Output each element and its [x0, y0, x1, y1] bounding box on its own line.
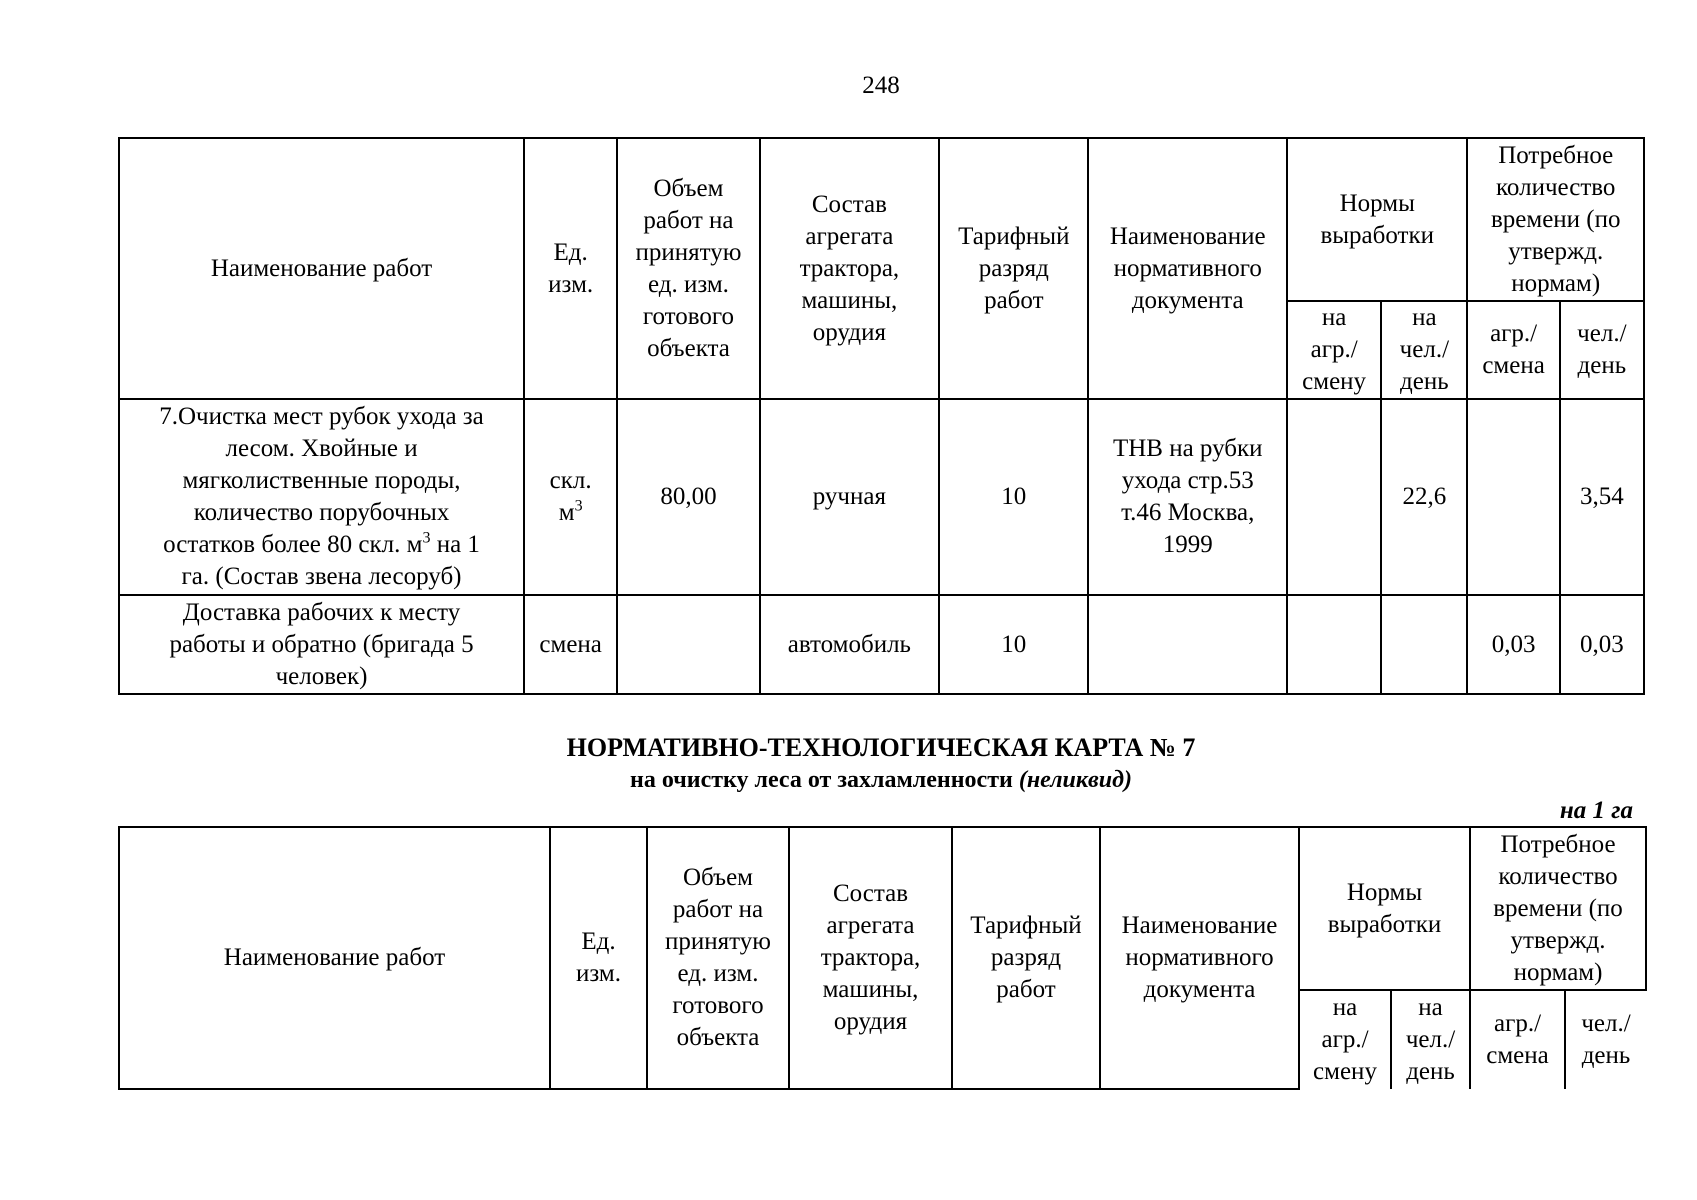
row2-volume: [617, 595, 759, 694]
unit-note: на 1 га: [1559, 797, 1633, 824]
header-per-man-day: на чел./ день: [1381, 301, 1467, 399]
row2-composition: автомобиль: [760, 595, 939, 694]
header-agr-shift: агр./ смена: [1470, 990, 1565, 1089]
row1-time-man: 3,54: [1560, 399, 1644, 595]
header-per-agr-shift: на агр./ смену: [1299, 990, 1391, 1089]
header-output-norms: Нормы выработки: [1299, 827, 1470, 990]
row1-norm-agr: [1287, 399, 1381, 595]
header-volume: Объем работ на принятую ед. изм. готового объекта: [617, 138, 759, 399]
header-per-man-day: на чел./ день: [1391, 990, 1470, 1089]
header-man-day: чел./ день: [1565, 990, 1646, 1089]
header-document: Наименование нормативного документа: [1100, 827, 1299, 1089]
row1-tariff: 10: [939, 399, 1088, 595]
row2-time-agr: 0,03: [1467, 595, 1559, 694]
header-time-required: Потребное количество времени (по утвержд. нормам): [1470, 827, 1646, 990]
row2-document: [1088, 595, 1287, 694]
row2-norm-man: [1381, 595, 1467, 694]
row2-time-man: 0,03: [1560, 595, 1644, 694]
card-subtitle-emphasis: (неликвид): [1018, 767, 1132, 793]
header-volume: Объем работ на принятую ед. изм. готового объекта: [647, 827, 789, 1089]
row2-tariff: 10: [939, 595, 1088, 694]
row2-unit: смена: [524, 595, 617, 694]
header-document: Наименование нормативного документа: [1088, 138, 1287, 399]
header-man-day: чел./ день: [1560, 301, 1644, 399]
header-per-agr-shift: на агр./ смену: [1287, 301, 1381, 399]
header-tariff: Тарифный разряд работ: [939, 138, 1088, 399]
header-time-required: Потребное количество времени (по утвержд. нормам): [1467, 138, 1644, 301]
row1-work-name: 7.Очистка мест рубок ухода за лесом. Хвойные и мягколиственные породы, количество порубочных остатков более 80 скл. $м^3$ на 1 га. (Состав звена лесоруб): [119, 399, 524, 595]
row1-norm-man: 22,6: [1381, 399, 1467, 595]
norms-table-bottom: [118, 826, 1647, 1090]
norms-table-top: [118, 137, 1645, 695]
header-work-name: Наименование работ: [119, 138, 524, 399]
header-composition: Состав агрегата трактора, машины, орудия: [760, 138, 939, 399]
card-subtitle: на очистку леса от захламленности (неликвид): [630, 767, 1132, 793]
row1-unit: скл. $м^3$: [524, 399, 617, 595]
card-title: НОРМАТИВНО-ТЕХНОЛОГИЧЕСКАЯ КАРТА № 7: [566, 733, 1196, 762]
header-tariff: Тарифный разряд работ: [952, 827, 1100, 1089]
row1-document: ТНВ на рубки ухода стр.53 т.46 Москва, 1999: [1088, 399, 1287, 595]
row1-time-agr: [1467, 399, 1559, 595]
page-number: 248: [862, 72, 900, 99]
row1-composition: ручная: [760, 399, 939, 595]
row1-volume: 80,00: [617, 399, 759, 595]
header-composition: Состав агрегата трактора, машины, орудия: [789, 827, 952, 1089]
header-work-name: Наименование работ: [119, 827, 550, 1089]
row2-norm-agr: [1287, 595, 1381, 694]
header-unit: Ед. изм.: [524, 138, 617, 399]
header-unit: Ед. изм.: [550, 827, 647, 1089]
row2-work-name: Доставка рабочих к месту работы и обратно (бригада 5 человек): [119, 595, 524, 694]
header-output-norms: Нормы выработки: [1287, 138, 1467, 301]
table-row: [119, 399, 1644, 595]
table-row: [119, 595, 1644, 694]
header-agr-shift: агр./ смена: [1467, 301, 1559, 399]
